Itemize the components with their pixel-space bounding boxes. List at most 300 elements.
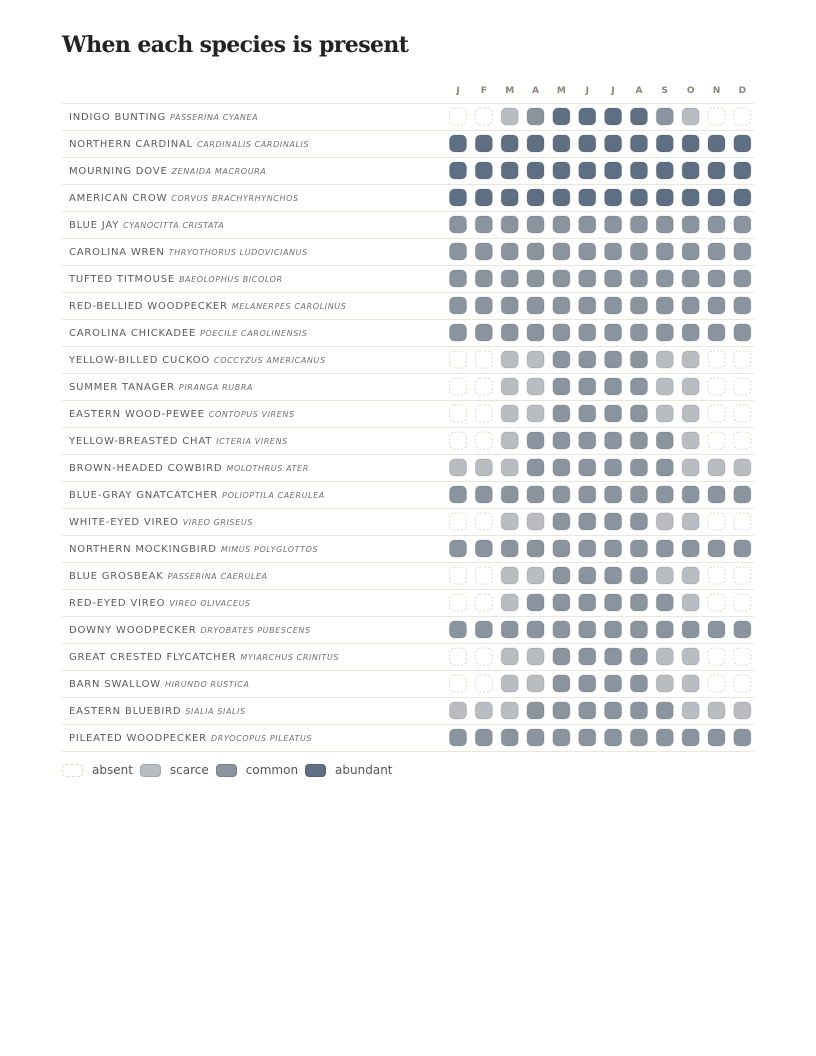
presence-cell-abundant xyxy=(501,189,518,206)
species-label xyxy=(69,490,325,501)
common-name: TUFTED TITMOUSE xyxy=(69,274,175,285)
presence-cell-common xyxy=(579,648,596,665)
presence-cell-common xyxy=(501,729,518,746)
presence-cell-common xyxy=(553,540,570,557)
species-row xyxy=(62,324,754,347)
presence-cell-abundant xyxy=(579,135,596,152)
presence-cell-scarce xyxy=(682,432,699,449)
month-label: A xyxy=(532,86,540,96)
presence-cell-absent xyxy=(475,108,492,125)
species-label xyxy=(69,301,346,312)
presence-cell-scarce xyxy=(682,513,699,530)
common-name: BLUE JAY xyxy=(69,220,120,231)
species-label xyxy=(68,436,288,447)
presence-cell-scarce xyxy=(527,675,544,692)
presence-cell-common xyxy=(553,459,570,476)
presence-cell-abundant xyxy=(579,108,596,125)
species-row xyxy=(62,594,754,617)
common-name: RED-BELLIED WOODPECKER xyxy=(69,301,228,312)
presence-cell-scarce xyxy=(501,405,518,422)
species-label xyxy=(69,220,224,231)
legend-item-absent xyxy=(62,763,133,777)
common-name: EASTERN WOOD-PEWEE xyxy=(69,409,205,420)
presence-cell-common xyxy=(656,432,673,449)
legend-swatch-common xyxy=(216,764,237,777)
scientific-name: ZENAIDA MACROURA xyxy=(171,167,267,176)
scientific-name: CONTOPUS VIRENS xyxy=(208,410,295,419)
presence-cell-scarce xyxy=(708,702,725,719)
month-label: O xyxy=(686,86,695,96)
legend-swatch-absent xyxy=(62,764,83,777)
presence-cell-abundant xyxy=(501,135,518,152)
presence-cell-common xyxy=(579,486,596,503)
presence-cell-common xyxy=(656,729,673,746)
presence-cell-common xyxy=(501,621,518,638)
presence-cell-common xyxy=(553,351,570,368)
scientific-name: THRYOTHORUS LUDOVICIANUS xyxy=(168,248,308,257)
presence-cell-common xyxy=(553,216,570,233)
species-label xyxy=(69,706,246,717)
common-name: NORTHERN CARDINAL xyxy=(69,139,194,150)
presence-cell-common xyxy=(656,243,673,260)
presence-cell-common xyxy=(579,567,596,584)
species-row xyxy=(62,567,754,590)
presence-cell-abundant xyxy=(527,189,544,206)
presence-cell-scarce xyxy=(656,513,673,530)
presence-cell-common xyxy=(475,486,492,503)
presence-cell-common xyxy=(630,513,647,530)
presence-cell-common xyxy=(605,324,622,341)
presence-cell-common xyxy=(553,270,570,287)
presence-cell-absent xyxy=(450,594,467,611)
presence-cell-common xyxy=(656,324,673,341)
presence-cell-common xyxy=(579,594,596,611)
presence-cell-scarce xyxy=(527,567,544,584)
presence-cell-common xyxy=(579,324,596,341)
presence-cell-common xyxy=(475,216,492,233)
presence-cell-scarce xyxy=(682,405,699,422)
presence-cell-common xyxy=(450,270,467,287)
presence-cell-common xyxy=(475,243,492,260)
presence-cell-common xyxy=(630,594,647,611)
presence-cell-common xyxy=(734,486,751,503)
presence-cell-abundant xyxy=(475,189,492,206)
presence-cell-common xyxy=(501,540,518,557)
presence-cell-common xyxy=(656,594,673,611)
presence-cell-abundant xyxy=(682,135,699,152)
presence-cell-common xyxy=(553,324,570,341)
scientific-name: POLIOPTILA CAERULEA xyxy=(222,491,325,500)
presence-cell-scarce xyxy=(501,432,518,449)
legend-swatch-scarce xyxy=(140,764,161,777)
presence-cell-common xyxy=(605,648,622,665)
presence-cell-abundant xyxy=(708,135,725,152)
presence-cell-scarce xyxy=(708,459,725,476)
scientific-name: COCCYZUS AMERICANUS xyxy=(214,356,326,365)
presence-cell-common xyxy=(501,243,518,260)
presence-cell-common xyxy=(579,216,596,233)
presence-cell-scarce xyxy=(682,594,699,611)
common-name: NORTHERN MOCKINGBIRD xyxy=(69,544,217,555)
presence-cell-scarce xyxy=(501,567,518,584)
presence-cell-common xyxy=(708,243,725,260)
presence-cell-common xyxy=(682,486,699,503)
presence-cell-common xyxy=(734,621,751,638)
presence-cell-common xyxy=(734,729,751,746)
presence-cell-abundant xyxy=(682,189,699,206)
presence-cell-scarce xyxy=(501,513,518,530)
presence-cell-scarce xyxy=(501,378,518,395)
presence-cell-absent xyxy=(708,351,725,368)
presence-cell-common xyxy=(527,270,544,287)
legend-label-common: common xyxy=(245,763,299,777)
presence-cell-absent xyxy=(734,567,751,584)
presence-cell-common xyxy=(630,567,647,584)
presence-cell-common xyxy=(450,486,467,503)
presence-cell-common xyxy=(630,702,647,719)
presence-cell-abundant xyxy=(450,135,467,152)
presence-cell-common xyxy=(450,540,467,557)
common-name: EASTERN BLUEBIRD xyxy=(69,706,182,717)
presence-cell-common xyxy=(605,621,622,638)
presence-cell-abundant xyxy=(605,135,622,152)
presence-cell-common xyxy=(579,459,596,476)
species-label xyxy=(69,328,308,339)
presence-cell-abundant xyxy=(630,108,647,125)
presence-cell-common xyxy=(579,243,596,260)
presence-cell-absent xyxy=(450,675,467,692)
presence-cell-common xyxy=(682,297,699,314)
presence-cell-common xyxy=(656,108,673,125)
presence-cell-common xyxy=(605,378,622,395)
presence-cell-common xyxy=(682,729,699,746)
presence-cell-absent xyxy=(708,513,725,530)
presence-cell-common xyxy=(630,378,647,395)
species-row xyxy=(62,135,754,158)
presence-cell-common xyxy=(630,432,647,449)
presence-cell-common xyxy=(605,216,622,233)
presence-cell-scarce xyxy=(527,351,544,368)
common-name: RED-EYED VIREO xyxy=(69,598,166,609)
species-row xyxy=(62,675,754,698)
presence-cell-common xyxy=(605,540,622,557)
species-row xyxy=(62,621,754,644)
species-row xyxy=(62,486,754,509)
presence-cell-common xyxy=(579,621,596,638)
species-label xyxy=(69,733,312,744)
presence-cell-absent xyxy=(708,594,725,611)
month-label: N xyxy=(712,86,721,96)
scientific-name: DRYOCOPUS PILEATUS xyxy=(210,734,313,743)
presence-cell-abundant xyxy=(630,135,647,152)
legend-item-abundant xyxy=(305,763,392,777)
presence-cell-scarce xyxy=(656,675,673,692)
presence-cell-absent xyxy=(734,378,751,395)
presence-cell-common xyxy=(630,729,647,746)
species-row xyxy=(62,459,754,482)
presence-cell-absent xyxy=(450,108,467,125)
presence-cell-absent xyxy=(708,432,725,449)
presence-cell-scarce xyxy=(682,648,699,665)
species-row xyxy=(62,432,754,455)
presence-cell-scarce xyxy=(734,459,751,476)
presence-cell-common xyxy=(527,702,544,719)
presence-cell-common xyxy=(527,216,544,233)
common-name: CAROLINA WREN xyxy=(69,247,165,258)
presence-cell-common xyxy=(450,729,467,746)
presence-cell-common xyxy=(475,270,492,287)
presence-cell-common xyxy=(475,297,492,314)
month-label: J xyxy=(456,86,460,96)
common-name: BLUE-GRAY GNATCATCHER xyxy=(69,490,219,501)
scientific-name: HIRUNDO RUSTICA xyxy=(164,680,250,689)
species-label xyxy=(69,112,258,123)
presence-cell-common xyxy=(527,297,544,314)
presence-cell-abundant xyxy=(450,189,467,206)
presence-cell-common xyxy=(630,648,647,665)
presence-cell-common xyxy=(605,270,622,287)
presence-cell-absent xyxy=(475,513,492,530)
presence-cell-common xyxy=(656,621,673,638)
presence-cell-common xyxy=(605,702,622,719)
presence-cell-absent xyxy=(475,351,492,368)
presence-cell-scarce xyxy=(527,648,544,665)
presence-cell-common xyxy=(630,351,647,368)
presence-cell-common xyxy=(501,216,518,233)
presence-cell-absent xyxy=(708,378,725,395)
scientific-name: POECILE CAROLINENSIS xyxy=(200,329,308,338)
scientific-name: MELANERPES CAROLINUS xyxy=(231,302,347,311)
presence-cell-absent xyxy=(475,432,492,449)
presence-cell-abundant xyxy=(630,162,647,179)
presence-cell-common xyxy=(682,270,699,287)
species-row xyxy=(62,405,754,428)
presence-cell-common xyxy=(630,405,647,422)
presence-cell-common xyxy=(734,297,751,314)
presence-cell-common xyxy=(475,540,492,557)
presence-cell-common xyxy=(605,675,622,692)
presence-cell-common xyxy=(450,621,467,638)
presence-cell-common xyxy=(553,486,570,503)
presence-cell-abundant xyxy=(734,162,751,179)
scientific-name: PASSERINA CAERULEA xyxy=(167,572,268,581)
presence-cell-common xyxy=(527,459,544,476)
presence-cell-abundant xyxy=(527,162,544,179)
presence-cell-common xyxy=(579,351,596,368)
scientific-name: CARDINALIS CARDINALIS xyxy=(197,140,310,149)
presence-cell-abundant xyxy=(553,135,570,152)
species-row xyxy=(62,162,754,185)
presence-cell-common xyxy=(630,216,647,233)
presence-cell-abundant xyxy=(527,135,544,152)
presence-cell-common xyxy=(605,567,622,584)
scientific-name: CORVUS BRACHYRHYNCHOS xyxy=(171,194,299,203)
presence-cell-abundant xyxy=(475,162,492,179)
scientific-name: CYANOCITTA CRISTATA xyxy=(123,221,225,230)
month-label: F xyxy=(480,86,487,96)
common-name: YELLOW-BILLED CUCKOO xyxy=(69,355,211,366)
presence-cell-common xyxy=(553,243,570,260)
species-row xyxy=(62,729,754,752)
presence-cell-common xyxy=(630,324,647,341)
scientific-name: BAEOLOPHUS BICOLOR xyxy=(178,275,283,284)
species-row xyxy=(62,351,754,374)
presence-cell-common xyxy=(527,729,544,746)
scientific-name: MIMUS POLYGLOTTOS xyxy=(220,545,319,554)
scientific-name: SIALIA SIALIS xyxy=(185,707,246,716)
common-name: WHITE-EYED VIREO xyxy=(69,517,179,528)
presence-cell-common xyxy=(605,432,622,449)
presence-cell-absent xyxy=(475,594,492,611)
presence-cell-common xyxy=(501,270,518,287)
presence-cell-scarce xyxy=(682,702,699,719)
presence-cell-common xyxy=(579,405,596,422)
presence-cell-common xyxy=(708,486,725,503)
presence-cell-common xyxy=(579,729,596,746)
presence-cell-common xyxy=(553,513,570,530)
presence-cell-scarce xyxy=(450,459,467,476)
presence-cell-common xyxy=(527,594,544,611)
presence-cell-abundant xyxy=(605,162,622,179)
presence-cell-common xyxy=(501,324,518,341)
presence-cell-abundant xyxy=(656,135,673,152)
species-label xyxy=(69,679,250,690)
legend-item-scarce xyxy=(140,763,209,777)
species-row xyxy=(62,540,754,563)
presence-cell-absent xyxy=(450,405,467,422)
presence-cell-scarce xyxy=(656,648,673,665)
presence-cell-scarce xyxy=(501,351,518,368)
presence-cell-common xyxy=(579,540,596,557)
presence-cell-absent xyxy=(734,432,751,449)
species-label xyxy=(69,382,253,393)
species-row xyxy=(62,378,754,401)
legend-item-common xyxy=(216,763,298,777)
presence-cell-common xyxy=(501,297,518,314)
presence-cell-abundant xyxy=(475,135,492,152)
presence-cell-common xyxy=(656,486,673,503)
month-label: M xyxy=(505,86,515,96)
scientific-name: PASSERINA CYANEA xyxy=(170,113,259,122)
species-row xyxy=(62,297,754,320)
presence-cell-scarce xyxy=(501,675,518,692)
presence-cell-scarce xyxy=(450,702,467,719)
presence-cell-common xyxy=(605,459,622,476)
presence-cell-common xyxy=(553,621,570,638)
presence-cell-scarce xyxy=(656,567,673,584)
presence-cell-scarce xyxy=(527,513,544,530)
presence-cell-common xyxy=(527,432,544,449)
legend-swatch-abundant xyxy=(305,764,326,777)
species-label xyxy=(69,544,318,555)
presence-cell-common xyxy=(682,216,699,233)
common-name: MOURNING DOVE xyxy=(69,166,168,177)
presence-cell-scarce xyxy=(501,594,518,611)
presence-cell-scarce xyxy=(656,351,673,368)
presence-cell-common xyxy=(527,621,544,638)
presence-cell-absent xyxy=(450,513,467,530)
presence-cell-scarce xyxy=(734,702,751,719)
scientific-name: VIREO OLIVACEUS xyxy=(169,599,251,608)
presence-cell-absent xyxy=(450,351,467,368)
month-label: J xyxy=(585,86,589,96)
presence-cell-common xyxy=(553,729,570,746)
common-name: PILEATED WOODPECKER xyxy=(69,733,207,744)
species-label xyxy=(69,166,266,177)
presence-cell-scarce xyxy=(527,378,544,395)
presence-cell-common xyxy=(605,351,622,368)
presence-cell-common xyxy=(475,324,492,341)
month-label: D xyxy=(738,86,747,96)
species-label xyxy=(69,247,308,258)
presence-cell-abundant xyxy=(605,189,622,206)
species-label xyxy=(69,193,299,204)
common-name: INDIGO BUNTING xyxy=(69,112,167,123)
species-row xyxy=(62,648,754,671)
presence-cell-abundant xyxy=(450,162,467,179)
presence-cell-common xyxy=(605,513,622,530)
presence-cell-common xyxy=(553,567,570,584)
presence-cell-common xyxy=(605,297,622,314)
presence-cell-abundant xyxy=(605,108,622,125)
presence-cell-common xyxy=(656,270,673,287)
presence-cell-common xyxy=(734,243,751,260)
presence-cell-common xyxy=(553,297,570,314)
presence-cell-abundant xyxy=(501,162,518,179)
presence-cell-abundant xyxy=(579,189,596,206)
presence-cell-abundant xyxy=(682,162,699,179)
presence-cell-absent xyxy=(708,567,725,584)
presence-cell-abundant xyxy=(656,162,673,179)
presence-cell-common xyxy=(579,378,596,395)
presence-cell-common xyxy=(527,540,544,557)
presence-cell-abundant xyxy=(656,189,673,206)
month-label: A xyxy=(635,86,643,96)
presence-cell-common xyxy=(450,216,467,233)
presence-cell-common xyxy=(579,270,596,287)
presence-cell-absent xyxy=(450,567,467,584)
scientific-name: VIREO GRISEUS xyxy=(182,518,254,527)
presence-cell-common xyxy=(605,594,622,611)
presence-cell-abundant xyxy=(708,162,725,179)
presence-cell-common xyxy=(682,621,699,638)
species-label xyxy=(69,463,309,474)
presence-cell-absent xyxy=(734,675,751,692)
chart-title: When each species is present xyxy=(62,32,409,58)
presence-cell-absent xyxy=(734,648,751,665)
presence-cell-common xyxy=(734,324,751,341)
presence-cell-common xyxy=(553,594,570,611)
common-name: SUMMER TANAGER xyxy=(69,382,175,393)
presence-cell-absent xyxy=(475,567,492,584)
month-label: S xyxy=(661,86,669,96)
presence-cell-scarce xyxy=(475,459,492,476)
presence-cell-common xyxy=(553,405,570,422)
presence-cell-absent xyxy=(475,405,492,422)
species-label xyxy=(69,409,295,420)
common-name: AMERICAN CROW xyxy=(69,193,168,204)
presence-cell-absent xyxy=(708,648,725,665)
species-label xyxy=(69,625,311,636)
presence-cell-absent xyxy=(475,648,492,665)
presence-cell-abundant xyxy=(553,189,570,206)
presence-cell-common xyxy=(656,540,673,557)
presence-cell-scarce xyxy=(682,378,699,395)
presence-cell-absent xyxy=(734,405,751,422)
presence-cell-common xyxy=(450,324,467,341)
presence-cell-common xyxy=(734,216,751,233)
presence-cell-scarce xyxy=(527,405,544,422)
